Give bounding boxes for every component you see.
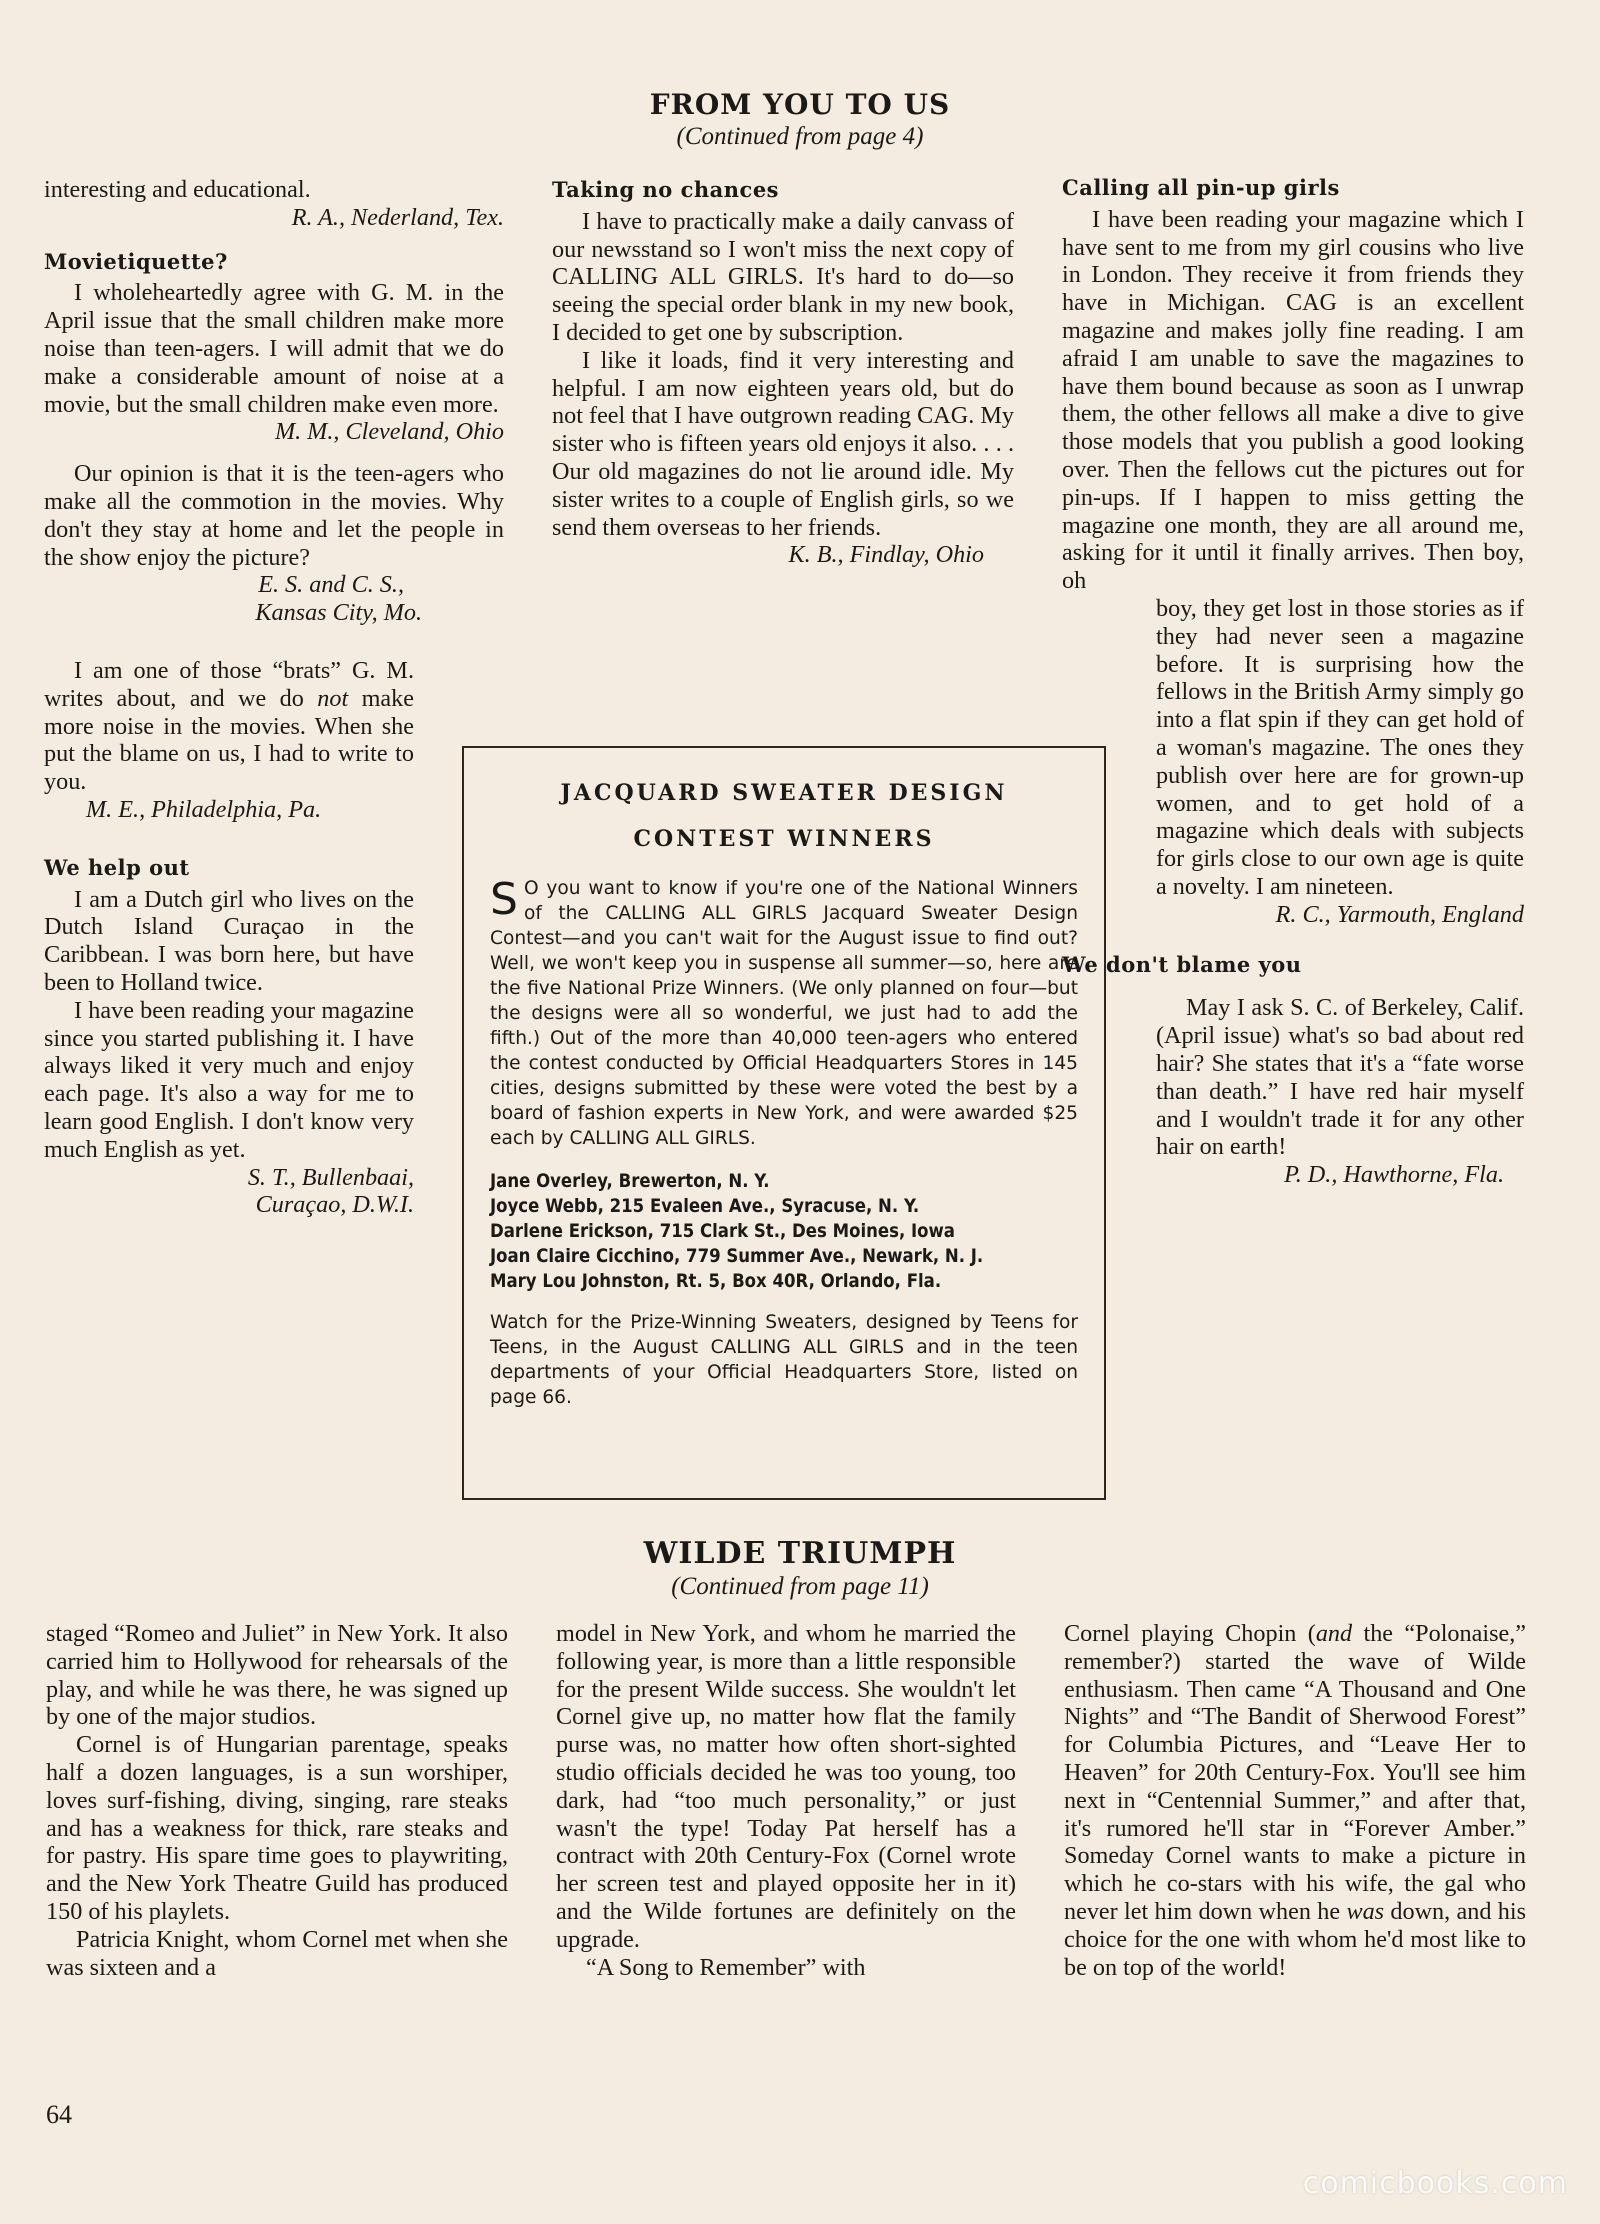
box-body: S O you want to know if you're one of the National Winners of the CALLING ALL GIRLS Jacquard Sweater Design Contest—and you can't wait for the August issue to find out? Well, we won't keep you in suspense all summer—so, here are the five National Prize Winners. (We only planned on four—but the designs were all so wonderful, we just had to add the fifth.) Out of the more than 40,000 teen-agers who entered the contest conducted by Official Headquarters Stores in 145 cities, designs submitted by these were voted the best by a board of fashion experts in New York, and were awarded $25 each by CALLING ALL GIRLS.	[490, 874, 1078, 1149]
letter-signature: S. T., Bullenbaai,	[247, 1163, 414, 1191]
box-title: JACQUARD SWEATER DESIGN	[560, 780, 1008, 806]
letter-heading: Movietiquette?	[44, 248, 228, 274]
winner-entry: Darlene Erickson, 715 Clark St., Des Moines, Iowa	[490, 1221, 955, 1242]
box-footer: Watch for the Prize-Winning Sweaters, designed by Teens for Teens, in the August CALLING ALL GIRLS and in the teen departments of your Official Headquarters Store, listed on page 66.	[490, 1312, 1078, 1408]
winner-entry: Joan Claire Cicchino, 779 Summer Ave., Newark, N. J.	[490, 1246, 984, 1267]
letters-column-2	[552, 176, 1014, 569]
letter-signature: Kansas City, Mo.	[255, 599, 422, 627]
letter-heading: We help out	[44, 854, 190, 880]
letter-signature: M. M., Cleveland, Ohio	[274, 418, 504, 446]
contest-winners-box	[462, 746, 1106, 1500]
box-subtitle: CONTEST WINNERS	[633, 826, 935, 852]
letter-signature: M. E., Philadelphia, Pa.	[86, 795, 322, 823]
section-header-wilde-triumph	[0, 1536, 1600, 1601]
watermark: comicbooks.com	[1302, 2166, 1568, 2201]
letter-text: interesting and educational.	[44, 176, 311, 203]
article-column-3	[1064, 1620, 1526, 1981]
section-title: FROM YOU TO US	[649, 88, 951, 121]
article-column-2	[556, 1620, 1016, 1981]
letter-text: Our opinion is that it is the teen-agers who make all the commotion in the movies. Why don't they stay at home and let the people in the show enjoy the picture?	[44, 460, 504, 571]
letters-column-1	[44, 176, 504, 1219]
letters-column-3	[1062, 174, 1524, 1189]
letter-text: I am a Dutch girl who lives on the Dutch Island Curaçao in the Caribbean. I was born here, but have been to Holland twice.	[44, 885, 414, 996]
letter-signature: E. S. and C. S.,	[258, 571, 404, 599]
page-number: 64	[46, 2100, 72, 2129]
article-text: staged “Romeo and Juliet” in New York. It also carried him to Hollywood for rehearsals of the play, and while he was there, he was signed up by one of the major studios.	[46, 1620, 508, 1731]
letter-signature: Curaçao, D.W.I.	[255, 1191, 414, 1219]
letter-signature: P. D., Hawthorne, Fla.	[1284, 1161, 1504, 1189]
winner-entry: Joyce Webb, 215 Evaleen Ave., Syracuse, N. Y.	[490, 1196, 920, 1217]
letter-text: I wholeheartedly agree with G. M. in the April issue that the small children make more noise than teen-agers. I will admit that we do make a considerable amount of noise at a movie, but the small children make even more.	[44, 279, 504, 418]
section-title: WILDE TRIUMPH	[643, 1536, 957, 1571]
drop-cap: S	[490, 874, 518, 925]
letter-text: I have to practically make a daily canvass of our newsstand so I won't miss the next copy of CALLING ALL GIRLS. It's hard to do—so seeing the special order blank in my new book, I decided to get one by subscription.	[552, 207, 1014, 346]
article-text: “A Song to Remember” with	[586, 1953, 866, 1981]
article-text: Patricia Knight, whom Cornel met when she was sixteen and a	[46, 1925, 508, 1981]
section-subtitle: (Continued from page 11)	[671, 1573, 929, 1600]
section-subtitle: (Continued from page 4)	[676, 123, 924, 150]
letter-text: I am one of those “brats” G. M. writes about, and we do not make more noise in the movies. When she put the blame on us, I had to write to you.	[44, 656, 414, 796]
letter-text: May I ask S. C. of Berkeley, Calif. (April issue) what's so bad about red hair? She states that it's a “fate worse than death.” I have red hair myself and I wouldn't trade it for any other hair on earth!	[1156, 994, 1524, 1161]
letter-text: I like it loads, find it very interesting and helpful. I am now eighteen years old, but do not feel that I have outgrown reading CAG. My sister who is fifteen years old enjoys it also. . . . Our old magazines do not lie around idle. My sister writes to a couple of English girls, so we send them overseas to her friends.	[552, 346, 1014, 541]
winner-entry: Jane Overley, Brewerton, N. Y.	[490, 1171, 770, 1192]
letter-heading: We don't blame you	[1062, 951, 1302, 977]
winner-entry: Mary Lou Johnston, Rt. 5, Box 40R, Orlando, Fla.	[490, 1271, 942, 1292]
letter-text: I have been reading your magazine since you started publishing it. I have always liked it very much and enjoy each page. It's also a way for me to learn good English. I don't know very much English as yet.	[44, 996, 414, 1163]
article-text: Cornel playing Chopin (and the “Polonaise,” remember?) started the wave of Wilde enthusiasm. Then came “A Thousand and One Nights” and “The Bandit of Sherwood Forest” for Columbia Pictures, and “Leave Her to Heaven” for 20th Century-Fox. You'll see him next in “Centennial Summer,” and after that, it's rumored he'll star in “Forever Amber.” Someday Cornel wants to make a picture in which he co-stars with his wife, the gal who never let him down when he was down, and his choice for the one with whom he'd most like to be on top of the world!	[1064, 1620, 1527, 1981]
letter-signature: R. A., Nederland, Tex.	[291, 203, 504, 231]
section-header-from-you-to-us	[0, 88, 1600, 151]
article-column-1	[46, 1620, 508, 1981]
letter-signature: R. C., Yarmouth, England	[1275, 900, 1524, 928]
letter-text: I have been reading your magazine which I have sent to me from my girl cousins who live in London. They receive it from friends they have in Michigan. CAG is an excellent magazine and makes jolly fine reading. I am afraid I am unable to save the magazines to have them bound because as soon as I unwrap them, the other fellows all make a dive to give those models that you publish a good looking over. Then the fellows cut the pictures out for pin-ups. If I happen to miss getting the magazine one month, they are all around me, asking for it until it finally arrives. Then boy, oh	[1062, 205, 1524, 595]
article-text: Cornel is of Hungarian parentage, speaks half a dozen languages, is a sun worshiper, loves surf-fishing, diving, singing, rare steaks and has a weakness for thick, rare steaks and for pastry. His spare time goes to playwriting, and the New York Theatre Guild has produced 150 of his playlets.	[46, 1731, 508, 1925]
letter-heading: Taking no chances	[552, 177, 780, 202]
letter-text: boy, they get lost in those stories as if they had never seen a magazine before. It is surprising how the fellows in the British Army simply go into a flat spin if they can get hold of a woman's magazine. The ones they publish over here are for grown-up women, and to get hold of a magazine which deals with subjects for girls close to our own age is quite a novelty. I am nineteen.	[1156, 594, 1524, 900]
article-text: model in New York, and whom he married the following year, is more than a little responsible for the present Wilde success. She wouldn't let Cornel give up, no matter how flat the family purse was, no matter how often short-sighted studio officials decided he was too young, too dark, had “too much personality,” or just wasn't the type! Today Pat herself has a contract with 20th Century-Fox (Cornel wrote her screen test and played opposite her in it) and the Wilde fortunes are definitely on the upgrade.	[556, 1620, 1016, 1953]
letter-heading: Calling all pin-up girls	[1062, 175, 1340, 200]
letter-signature: K. B., Findlay, Ohio	[788, 541, 984, 569]
winners-list	[490, 1169, 1078, 1294]
